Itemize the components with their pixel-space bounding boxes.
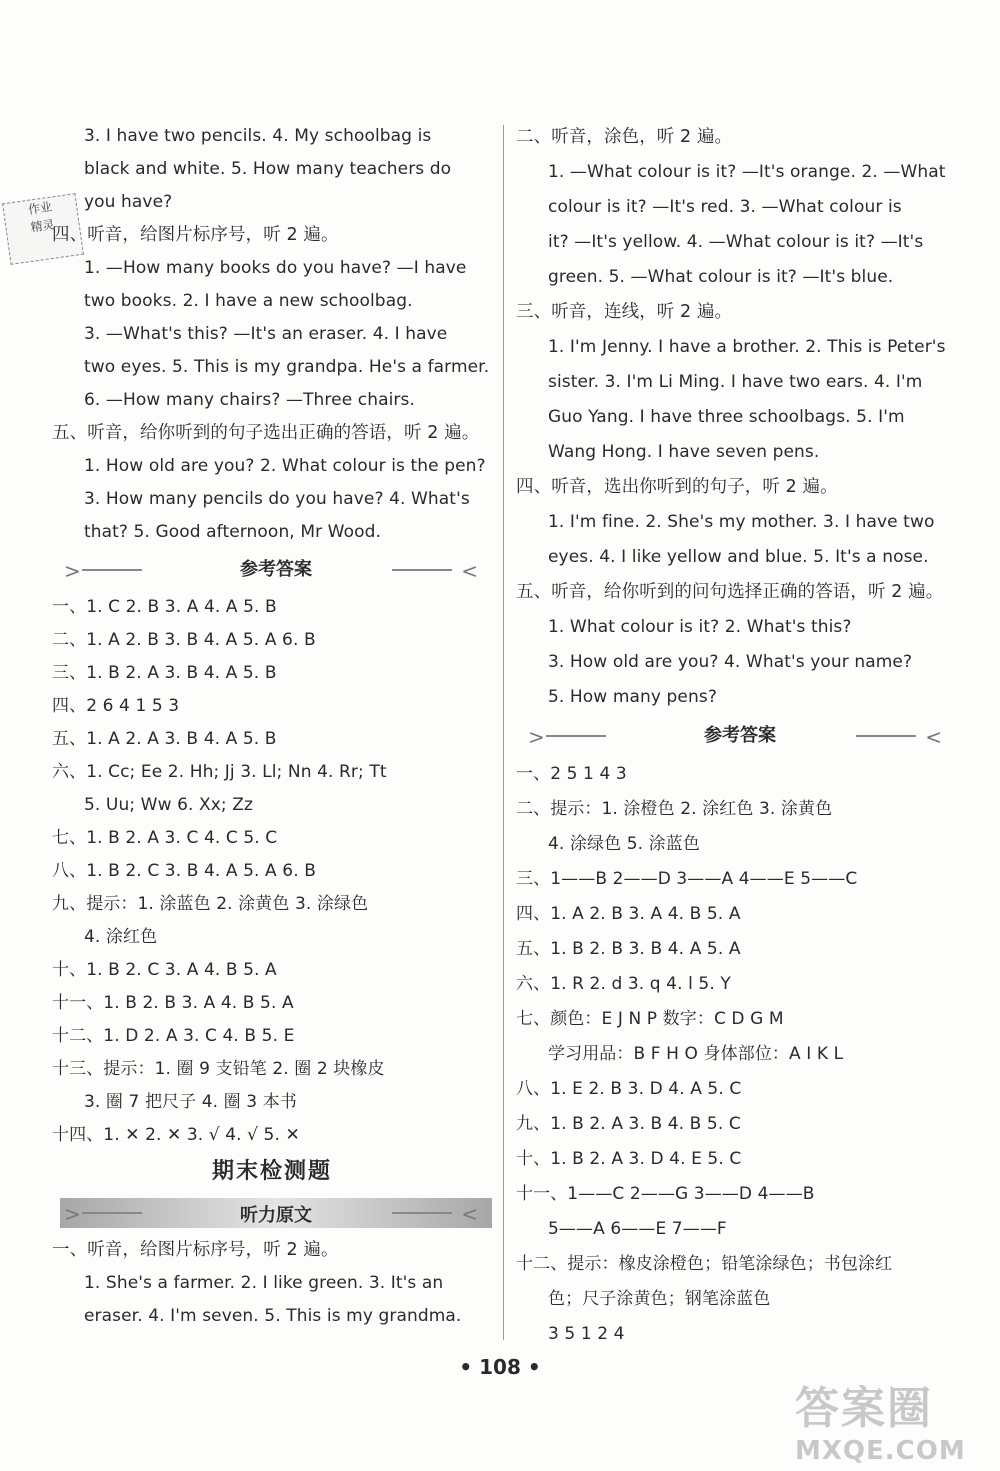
arrow-right-icon: < <box>461 559 478 583</box>
banner-rule <box>392 1212 452 1214</box>
banner-title: 参考答案 <box>704 725 776 746</box>
right-column <box>516 120 956 1352</box>
text-line: colour is it? —It's red. 3. —What colour is <box>548 197 902 217</box>
text-line: two eyes. 5. This is my grandpa. He's a farmer. <box>84 357 490 377</box>
arrow-left-icon: > <box>64 559 81 583</box>
answer-line: 十四、1. ✕ 2. ✕ 3. √ 4. √ 5. ✕ <box>52 1125 300 1145</box>
banner-rule <box>856 735 916 737</box>
answer-line: 十三、提示：1. 圈 9 支铅笔 2. 圈 2 块橡皮 <box>52 1059 385 1079</box>
text-line: 3. How old are you? 4. What's your name? <box>548 652 913 672</box>
watermark-logo: 答案圈 MXQE.COM <box>795 1383 966 1466</box>
banner-rule <box>392 569 452 571</box>
answer-line: 七、1. B 2. A 3. C 4. C 5. C <box>52 828 278 848</box>
page-number: • 108 • <box>459 1355 541 1379</box>
answer-line: 五、1. A 2. A 3. B 4. A 5. B <box>52 729 277 749</box>
text-line: Wang Hong. I have seven pens. <box>548 442 820 462</box>
answers-banner <box>524 719 956 753</box>
answer-line: 一、1. C 2. B 3. A 4. A 5. B <box>52 597 277 617</box>
answer-line: 六、1. Cc; Ee 2. Hh; Jj 3. Ll; Nn 4. Rr; Tt <box>52 762 387 782</box>
final-test-title: 期末检测题 <box>211 1159 332 1184</box>
section-heading: 五、听音，给你听到的句子选出正确的答语，听 2 遍。 <box>52 423 480 443</box>
text-line: 3. —What's this? —It's an eraser. 4. I have <box>84 324 448 344</box>
answer-line: 六、1. R 2. d 3. q 4. l 5. Y <box>516 974 731 994</box>
text-line: that? 5. Good afternoon, Mr Wood. <box>84 522 381 542</box>
text-line: you have? <box>84 192 173 212</box>
arrow-right-icon: < <box>925 725 942 749</box>
answer-line: 4. 涂红色 <box>84 927 158 947</box>
answer-line: 九、提示：1. 涂蓝色 2. 涂黄色 3. 涂绿色 <box>52 894 369 914</box>
section-heading: 二、听音，涂色，听 2 遍。 <box>516 127 733 147</box>
text-line: 1. She's a farmer. 2. I like green. 3. It's an <box>84 1273 444 1293</box>
answer-line: 4. 涂绿色 5. 涂蓝色 <box>548 834 700 854</box>
answer-line: 十、1. B 2. C 3. A 4. B 5. A <box>52 960 277 980</box>
answer-line: 色；尺子涂黄色；钢笔涂蓝色 <box>548 1289 771 1309</box>
answer-line: 三、1. B 2. A 3. B 4. A 5. B <box>52 663 277 683</box>
text-line: 1. —What colour is it? —It's orange. 2. —What <box>548 162 946 182</box>
arrow-left-icon: > <box>64 1202 81 1226</box>
text-line: two books. 2. I have a new schoolbag. <box>84 291 413 311</box>
stamp-logo: 作业 精灵 <box>2 193 84 265</box>
text-line: 3. I have two pencils. 4. My schoolbag is <box>84 126 432 146</box>
answer-line: 十二、提示：橡皮涂橙色；铅笔涂绿色；书包涂红 <box>516 1254 893 1274</box>
answer-line: 十一、1——C 2——G 3——D 4——B <box>516 1184 815 1204</box>
answer-line: 3. 圈 7 把尺子 4. 圈 3 本书 <box>84 1092 297 1112</box>
answer-line: 二、1. A 2. B 3. B 4. A 5. A 6. B <box>52 630 316 650</box>
answer-line: 九、1. B 2. A 3. B 4. B 5. C <box>516 1114 741 1134</box>
text-line: 1. I'm Jenny. I have a brother. 2. This is Peter's <box>548 337 946 357</box>
text-line: 1. I'm fine. 2. She's my mother. 3. I have two <box>548 512 935 532</box>
text-line: 3. How many pencils do you have? 4. What's <box>84 489 470 509</box>
section-heading: 四、听音，选出你听到的句子，听 2 遍。 <box>516 477 838 497</box>
text-line: 1. How old are you? 2. What colour is the pen? <box>84 456 486 476</box>
text-line: eraser. 4. I'm seven. 5. This is my grandma. <box>84 1306 462 1326</box>
answer-line: 十、1. B 2. A 3. D 4. E 5. C <box>516 1149 742 1169</box>
answer-line: 八、1. B 2. C 3. B 4. A 5. A 6. B <box>52 861 316 881</box>
answer-line: 四、1. A 2. B 3. A 4. B 5. A <box>516 904 741 924</box>
answer-line: 四、2 6 4 1 5 3 <box>52 696 180 716</box>
answer-line: 5——A 6——E 7——F <box>548 1219 727 1239</box>
answer-line: 3 5 1 2 4 <box>548 1324 625 1344</box>
answer-line: 一、2 5 1 4 3 <box>516 764 627 784</box>
answer-line: 五、1. B 2. B 3. B 4. A 5. A <box>516 939 741 959</box>
column-divider <box>503 125 504 1340</box>
answer-line: 八、1. E 2. B 3. D 4. A 5. C <box>516 1079 742 1099</box>
text-line: 1. —How many books do you have? —I have <box>84 258 467 278</box>
text-line: eyes. 4. I like yellow and blue. 5. It's a nose. <box>548 547 929 567</box>
arrow-left-icon: > <box>528 725 545 749</box>
arrow-right-icon: < <box>461 1202 478 1226</box>
answer-line: 二、提示：1. 涂橙色 2. 涂红色 3. 涂黄色 <box>516 799 833 819</box>
answer-line: 学习用品：B F H O 身体部位：A I K L <box>548 1044 844 1064</box>
section-heading: 一、听音，给图片标序号，听 2 遍。 <box>52 1240 339 1260</box>
text-line: sister. 3. I'm Li Ming. I have two ears. 4. I'm <box>548 372 923 392</box>
text-line: 1. What colour is it? 2. What's this? <box>548 617 852 637</box>
text-line: 6. —How many chairs? —Three chairs. <box>84 390 415 410</box>
section-heading: 三、听音，连线，听 2 遍。 <box>516 302 733 322</box>
answer-line: 三、1——B 2——D 3——A 4——E 5——C <box>516 869 858 889</box>
answer-line: 十二、1. D 2. A 3. C 4. B 5. E <box>52 1026 295 1046</box>
answer-line: 5. Uu; Ww 6. Xx; Zz <box>84 795 254 815</box>
section-heading: 四、听音，给图片标序号，听 2 遍。 <box>52 225 339 245</box>
text-line: it? —It's yellow. 4. —What colour is it? —It's <box>548 232 924 252</box>
answer-line: 十一、1. B 2. B 3. A 4. B 5. A <box>52 993 294 1013</box>
banner-title: 参考答案 <box>240 559 312 580</box>
banner-title: 听力原文 <box>240 1205 312 1226</box>
left-column <box>52 120 492 1333</box>
listening-banner <box>60 1198 492 1228</box>
text-line: black and white. 5. How many teachers do <box>84 159 452 179</box>
text-line: green. 5. —What colour is it? —It's blue. <box>548 267 894 287</box>
answers-banner <box>60 553 492 587</box>
text-line: 5. How many pens? <box>548 687 717 707</box>
answer-line: 七、颜色：E J N P 数字：C D G M <box>516 1009 784 1029</box>
text-line: Guo Yang. I have three schoolbags. 5. I'm <box>548 407 905 427</box>
section-heading: 五、听音，给你听到的问句选择正确的答语，听 2 遍。 <box>516 582 944 602</box>
